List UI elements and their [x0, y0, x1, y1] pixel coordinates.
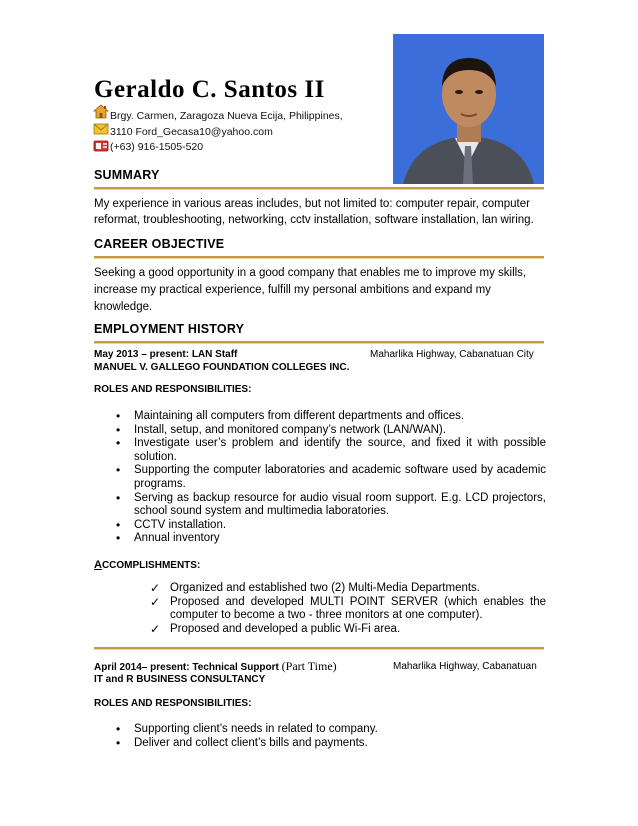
summary-rule: [94, 187, 544, 190]
resume-name: Geraldo C. Santos II: [94, 76, 325, 103]
list-item: • Deliver and collect client’s bills and payments.: [116, 737, 546, 751]
job-separator-rule: [94, 647, 544, 650]
phone-icon: [93, 138, 109, 153]
summary-heading: SUMMARY: [94, 168, 160, 182]
house-icon: [93, 104, 109, 119]
list-item: • CCTV installation.: [116, 519, 546, 533]
list-item: [150, 582, 546, 596]
list-item: [150, 623, 546, 637]
list-item: • Install, setup, and monitored company’s network (LAN/WAN).: [116, 424, 546, 438]
job1-accomplishments-list: [150, 582, 546, 636]
list-item: • Investigate user’s problem and identify the source, and fixed it with possible solution.: [116, 437, 546, 464]
list-item: [150, 596, 546, 623]
envelope-icon: [93, 121, 109, 136]
profile-photo: [393, 34, 544, 184]
objective-heading: CAREER OBJECTIVE: [94, 237, 225, 251]
job1-location: Maharlika Highway, Cabanatuan City: [370, 349, 534, 360]
accomplishments-initial: A: [94, 559, 102, 571]
job1-roles-heading: ROLES AND RESPONSIBILITIES:: [94, 384, 252, 395]
checkmark-icon: ✓: [150, 581, 161, 595]
summary-line: My experience in various areas includes, but not limited to: computer repair, computer: [94, 198, 530, 210]
job2-title-text: April 2014– present: Technical Support: [94, 662, 279, 673]
job2-part-time: (Part Time): [281, 659, 337, 673]
employment-heading: EMPLOYMENT HISTORY: [94, 322, 245, 336]
summary-line: reformat, troubleshooting, networking, cctv installation, software installation, lan wiring.: [94, 214, 534, 226]
job2-period-title: [94, 659, 337, 674]
email-text[interactable]: 3110 Ford_Gecasa10@yahoo.com: [110, 126, 273, 138]
checkmark-icon: ✓: [150, 621, 161, 636]
job2-roles-heading: ROLES AND RESPONSIBILITIES:: [94, 698, 252, 709]
accomplishment-text: Organized and established two (2) Multi-Media Departments.: [170, 582, 481, 594]
accomplishments-heading-rest: CCOMPLISHMENTS:: [101, 560, 201, 571]
address-text: Brgy. Carmen, Zaragoza Nueva Ecija, Philippines,: [110, 110, 343, 122]
list-item: • Supporting client’s needs in related to company.: [116, 723, 546, 737]
accomplishment-text: Proposed and developed MULTI POINT SERVER (which enables the computer to become a two - three monitors at one computer).: [170, 595, 546, 622]
list-item: • Serving as backup resource for audio visual room support. E.g. LCD projectors, school sound system and multimedia laboratories.: [116, 492, 546, 519]
employment-rule: [94, 341, 544, 344]
objective-text: [94, 265, 544, 316]
job2-company: IT and R BUSINESS CONSULTANCY: [94, 674, 266, 685]
objective-line: Seeking a good opportunity in a good company that enables me to improve my skills,: [94, 267, 527, 279]
objective-line: increase my practical experience, fulfill my personal ambitions and expand my: [94, 284, 491, 296]
job1-accomplishments-heading: [94, 559, 200, 571]
list-item: • Maintaining all computers from different departments and offices.: [116, 410, 546, 424]
job2-location: Maharlika Highway, Cabanatuan: [393, 661, 537, 672]
objective-line: knowledge.: [94, 301, 153, 313]
objective-rule: [94, 256, 544, 259]
summary-text: [94, 196, 544, 228]
checkmark-icon: ✓: [150, 594, 161, 609]
list-item: • Annual inventory: [116, 532, 546, 546]
job1-period-title: May 2013 – present: LAN Staff: [94, 349, 238, 360]
job1-roles-list: [116, 410, 546, 546]
list-item: • Supporting the computer laboratories and academic software used by academic programs.: [116, 464, 546, 491]
job2-roles-list: [116, 723, 546, 750]
job1-company: MANUEL V. GALLEGO FOUNDATION COLLEGES INC.: [94, 362, 350, 373]
accomplishment-text: Proposed and developed a public Wi-Fi area.: [170, 622, 401, 635]
phone-text: (+63) 916-1505-520: [110, 141, 204, 153]
